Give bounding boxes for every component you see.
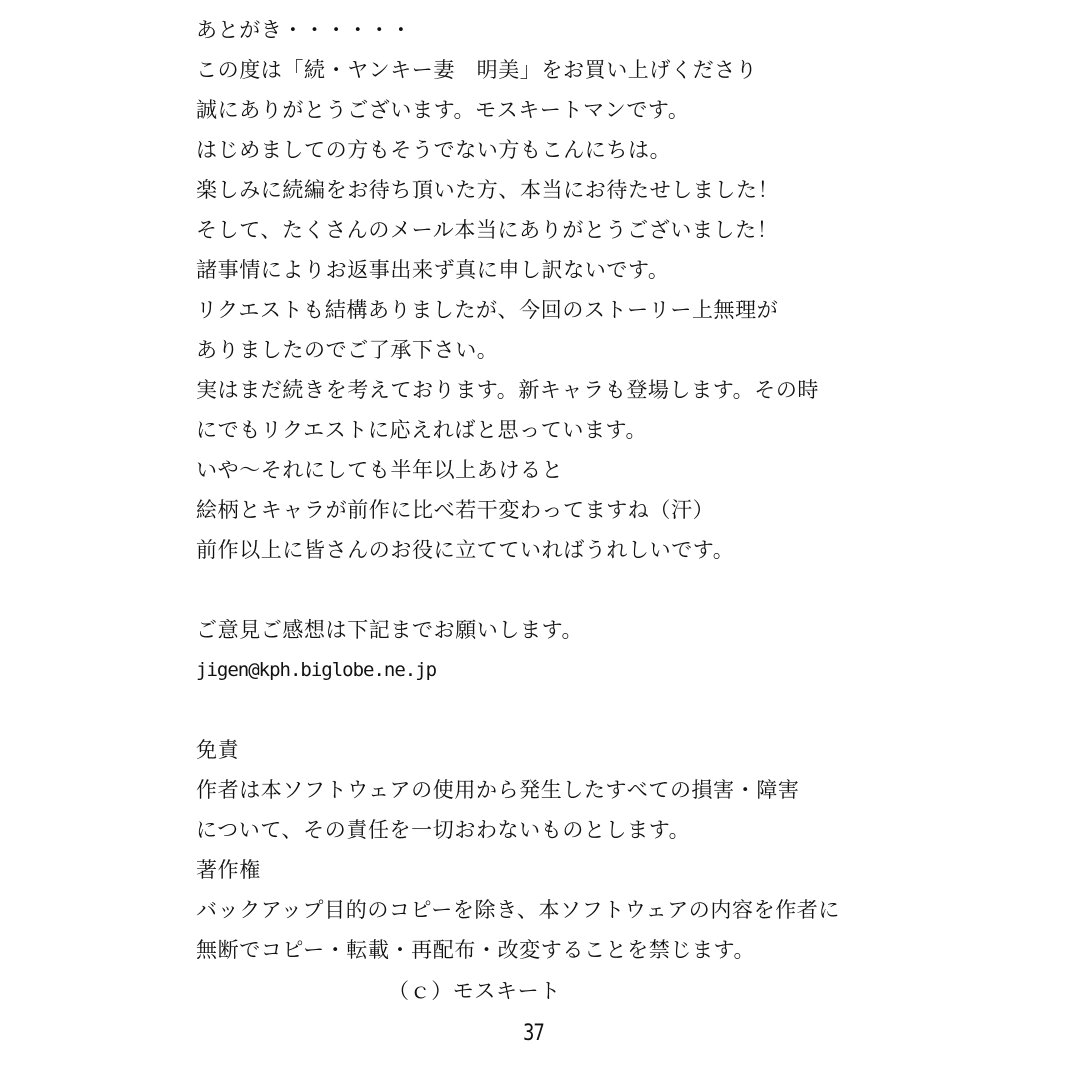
afterword-line: 誠にありがとうございます。モスキートマンです。 — [196, 98, 690, 122]
page-number: 37 — [523, 1021, 544, 1046]
contact-request: ご意見ご感想は下記までお願いします。 — [196, 618, 584, 642]
afterword-line: 楽しみに続編をお待ち頂いた方、本当にお待たせしました！ — [196, 178, 780, 202]
afterword-line: 絵柄とキャラが前作に比べ若干変わってますね（汗） — [196, 498, 715, 522]
copyright-signature: （ｃ）モスキート — [388, 979, 561, 1003]
afterword-line: この度は「続・ヤンキー妻 明美」をお買い上げくださり — [196, 58, 758, 82]
disclaimer-line: について、その責任を一切おわないものとします。 — [196, 818, 691, 842]
afterword-line: はじめましての方もそうでない方もこんにちは。 — [196, 138, 672, 162]
disclaimer-line: 作者は本ソフトウェアの使用から発生したすべての損害・障害 — [196, 778, 800, 802]
afterword-line: にでもリクエストに応えればと思っています。 — [196, 418, 648, 442]
disclaimer-heading: 免責 — [196, 738, 240, 762]
afterword-line: 諸事情によりお返事出来ず真に申し訳ないです。 — [196, 258, 670, 282]
afterword-line: 実はまだ続きを考えております。新キャラも登場します。その時 — [196, 378, 820, 402]
afterword-line: ありましたのでご了承下さい。 — [196, 338, 499, 362]
afterword-line: いや～それにしても半年以上あけると — [196, 458, 564, 482]
afterword-line: リクエストも結構ありましたが、今回のストーリー上無理が — [196, 298, 779, 322]
afterword-heading: あとがき・・・・・・ — [196, 18, 412, 42]
copyright-line: 無断でコピー・転載・再配布・改変することを禁じます。 — [196, 938, 756, 962]
contact-email[interactable]: jigen@kph.biglobe.ne.jp — [196, 659, 437, 681]
copyright-heading: 著作権 — [196, 858, 261, 882]
afterword-line: 前作以上に皆さんのお役に立てていればうれしいです。 — [196, 538, 735, 562]
copyright-line: バックアップ目的のコピーを除き、本ソフトウェアの内容を作者に — [196, 898, 841, 922]
afterword-line: そして、たくさんのメール本当にありがとうございました！ — [196, 218, 779, 242]
